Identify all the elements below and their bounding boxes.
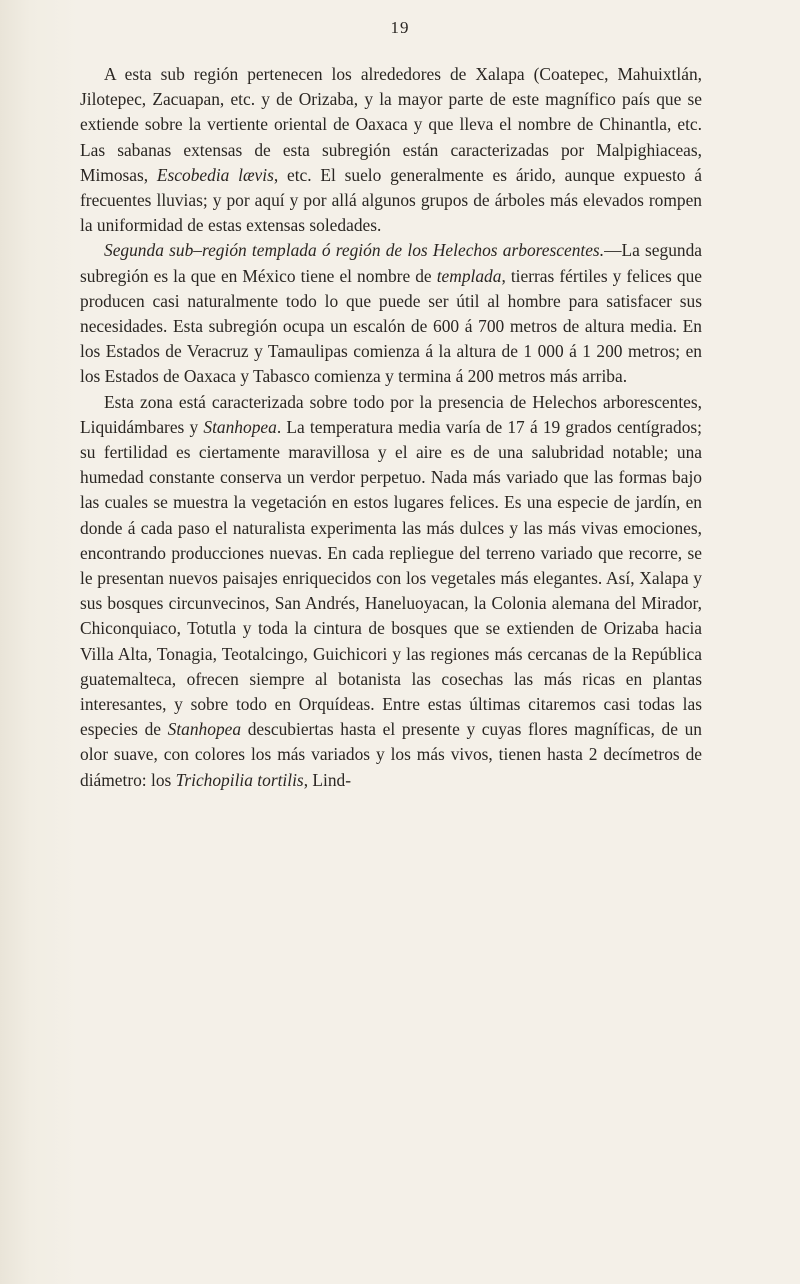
paragraph-1 xyxy=(80,62,702,238)
paragraph-3-text-b: . La temperatura media varía de 17 á 19 grados centígrados; su fertilidad es ciertamente maravillosa y el aire es de una salubridad notable; una humedad constante conserva un verdor perpetuo. Nada más variado que las formas bajo las cuales se muestra la vegetación en estos lugares felices. Es una especie de jardín, en donde á cada paso el naturalista experimenta las más dulces y las más vivas emociones, encontrando producciones nuevas. En cada repliegue del terreno variado que recorre, se le presentan nuevos paisajes enriquecidos con los vegetales más elegantes. Así, Xalapa y sus bosques circunvecinos, San Andrés, Haneluoyacan, la Colonia alemana del Mirador, Chiconquiaco, Totutla y toda la cintura de bosques que se extienden de Orizaba hacia Villa Alta, Tonagia, Teotalcingo, Guichicori y las regiones más cercanas de la República guatemalteca, ofrecen siempre al botanista las cosechas las más ricas en plantas interesantes, y sobre todo en Orquídeas. Entre estas últimas citaremos casi todas las especies de xyxy=(80,416,702,740)
paragraph-2-heading: Segunda sub–región templada ó región de los Helechos arborescentes. xyxy=(104,240,605,261)
paragraph-2-text-a: —La segunda subregión es la que en México tiene el nombre de xyxy=(80,240,702,286)
paragraph-3 xyxy=(80,390,702,793)
page-number: 19 xyxy=(390,18,410,37)
paragraph-3-species-1: Stanhopea xyxy=(203,416,277,437)
paragraph-1-end: , etc. El suelo generalmente es árido, aunque expuesto á frecuentes lluvias; y por aquí y por allá algunos grupos de árboles más elevados rompen la uniformidad de estas extensas soledades. xyxy=(80,164,702,236)
paragraph-2 xyxy=(80,238,702,389)
paragraph-2-text-b: , tierras fértiles y felices que producen casi naturalmente todo lo que puede ser útil al hombre para satisfacer sus necesidades. Esta subregión ocupa un escalón de 600 á 700 metros de altura media. En los Estados de Veracruz y Tamaulipas comienza á la altura de 1 000 á 1 200 metros; en los Estados de Oaxaca y Tabasco comienza y termina á 200 metros más arriba. xyxy=(80,265,702,387)
paragraph-3-species-2: Stanhopea xyxy=(167,719,242,740)
paragraph-1-text: A esta sub región pertenecen los alrededores de Xalapa (Coatepec, Mahuixtlán, Jilotepec, Zacuapan, etc. y de Orizaba, y la mayor parte de este magnífico país que se extiende sobre la vertiente oriental de Oaxaca y que lleva el nombre de Chinantla, etc. Las sabanas extensas de esta subregión están caracterizadas por Malpighiaceas, Mimosas, xyxy=(80,64,702,185)
paragraph-3-text-a: Esta zona está caracterizada sobre todo por la presencia de Helechos arborescentes, Liquidámbares y xyxy=(80,391,702,437)
body-text xyxy=(80,62,702,793)
paragraph-1-species: Escobedia lævis xyxy=(156,164,274,185)
paragraph-2-term: templada xyxy=(436,265,502,286)
paragraph-3-text-d: , Lind- xyxy=(303,769,352,790)
paragraph-3-species-3: Trichopilia tortilis xyxy=(175,769,304,790)
paragraph-3-text-c: descubiertas hasta el presente y cuyas flores magníficas, de un olor suave, con colores los más variados y los más vivos, tienen hasta 2 decímetros de diámetro: los xyxy=(80,719,702,790)
